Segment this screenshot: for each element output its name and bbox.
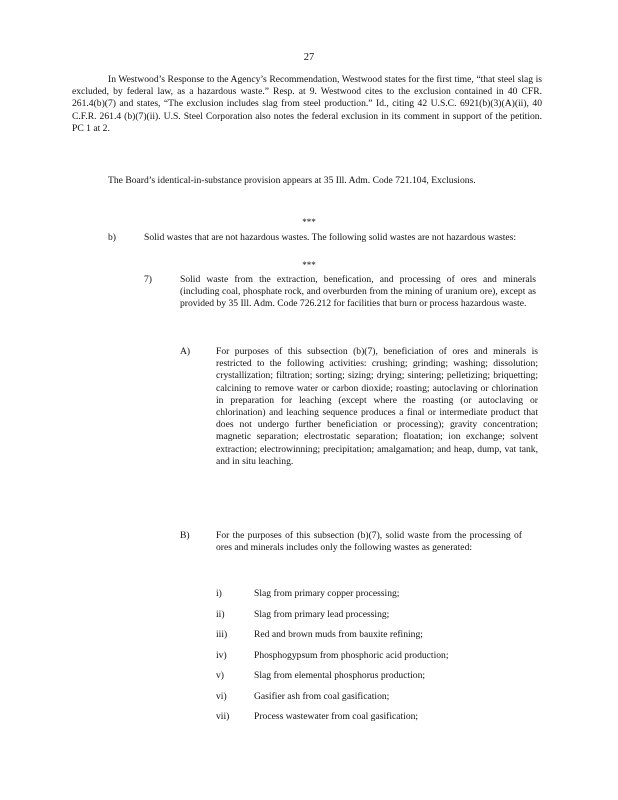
list-item-number: v)	[216, 670, 224, 681]
subparagraph-b-label: B)	[180, 530, 190, 541]
list-item-text: Gasifier ash from coal gasification;	[254, 690, 390, 702]
list-item-text: Phosphogypsum from phosphoric acid production;	[254, 649, 449, 661]
list-item-text: Red and brown muds from bauxite refining;	[254, 629, 423, 640]
section-separator: ***	[302, 260, 316, 270]
list-item-number: i)	[216, 588, 222, 599]
list-item-text: Slag from primary copper processing;	[254, 588, 400, 599]
paragraph-board-provision: The Board’s identical-in-substance provision appears at 35 Ill. Adm. Code 721.104, Exclusions.	[108, 175, 476, 186]
list-item-text: Slag from elemental phosphorus production;	[254, 670, 426, 681]
subparagraph-b-text: For the purposes of this subsection (b)(7), solid waste from the processing of ores and minerals includes only the following wastes as generated:	[216, 530, 522, 554]
list-item-number: vii)	[216, 711, 230, 722]
subsection-b-label: b)	[108, 232, 116, 243]
subparagraph-a-label: A)	[180, 346, 191, 357]
paragraph-westwood-response: In Westwood’s Response to the Agency’s Recommendation, Westwood states for the first time, “that steel slag is excluded, by federal law, as a hazardous waste.” Resp. at 9. Westwood cites to the exclusion contained in 40 CFR. 261.4(b)(7) and states, “The exclusion includes slag from steel production.” Id., citing 42 U.S.C. 6921(b)(3)(A)(ii), 40 C.F.R. 261.4 (b)(7)(ii). U.S. Steel Corporation also notes the federal exclusion in its comment in support of the petition. PC 1 at 2.	[72, 74, 542, 134]
list-item-number: iv)	[216, 649, 227, 661]
subsection-b-text: Solid wastes that are not hazardous wastes. The following solid wastes are not hazardous wastes:	[144, 232, 517, 243]
list-item-text: Slag from primary lead processing;	[254, 608, 390, 620]
list-item-number: vi)	[216, 690, 227, 702]
section-separator: ***	[302, 217, 316, 227]
page-number: 27	[303, 52, 315, 63]
paragraph-7-text: Solid waste from the extraction, benefication, and processing of ores and minerals (including coal, phosphate rock, and overburden from the mining of uranium ore), except as provided by 35 Ill. Adm. Code 726.212 for facilities that burn or process hazardous waste.	[180, 274, 536, 310]
list-item-number: ii)	[216, 608, 225, 620]
subparagraph-a-text: For purposes of this subsection (b)(7), beneficiation of ores and minerals is restricted to the following activities: crushing; grinding; washing; dissolution; crystallization; filtration; sorting; sizing; drying; sintering; pelletizing; briquetting; calcining to remove water or carbon dioxide; roasting; autoclaving or chlorination in preparation for leaching (except where the roasting (or autoclaving or chlorination) and leaching sequence produces a final or intermediate product that does not undergo further beneficiation or processing); gravity concentration; magnetic separation; electrostatic separation; floatation; ion exchange; solvent extraction; electrowinning; precipitation; amalgamation; and heap, dump, vat tank, and in situ leaching.	[216, 346, 538, 467]
list-item-text: Process wastewater from coal gasification;	[254, 711, 419, 722]
list-item-number: iii)	[216, 629, 228, 640]
paragraph-7-label: 7)	[144, 274, 152, 285]
